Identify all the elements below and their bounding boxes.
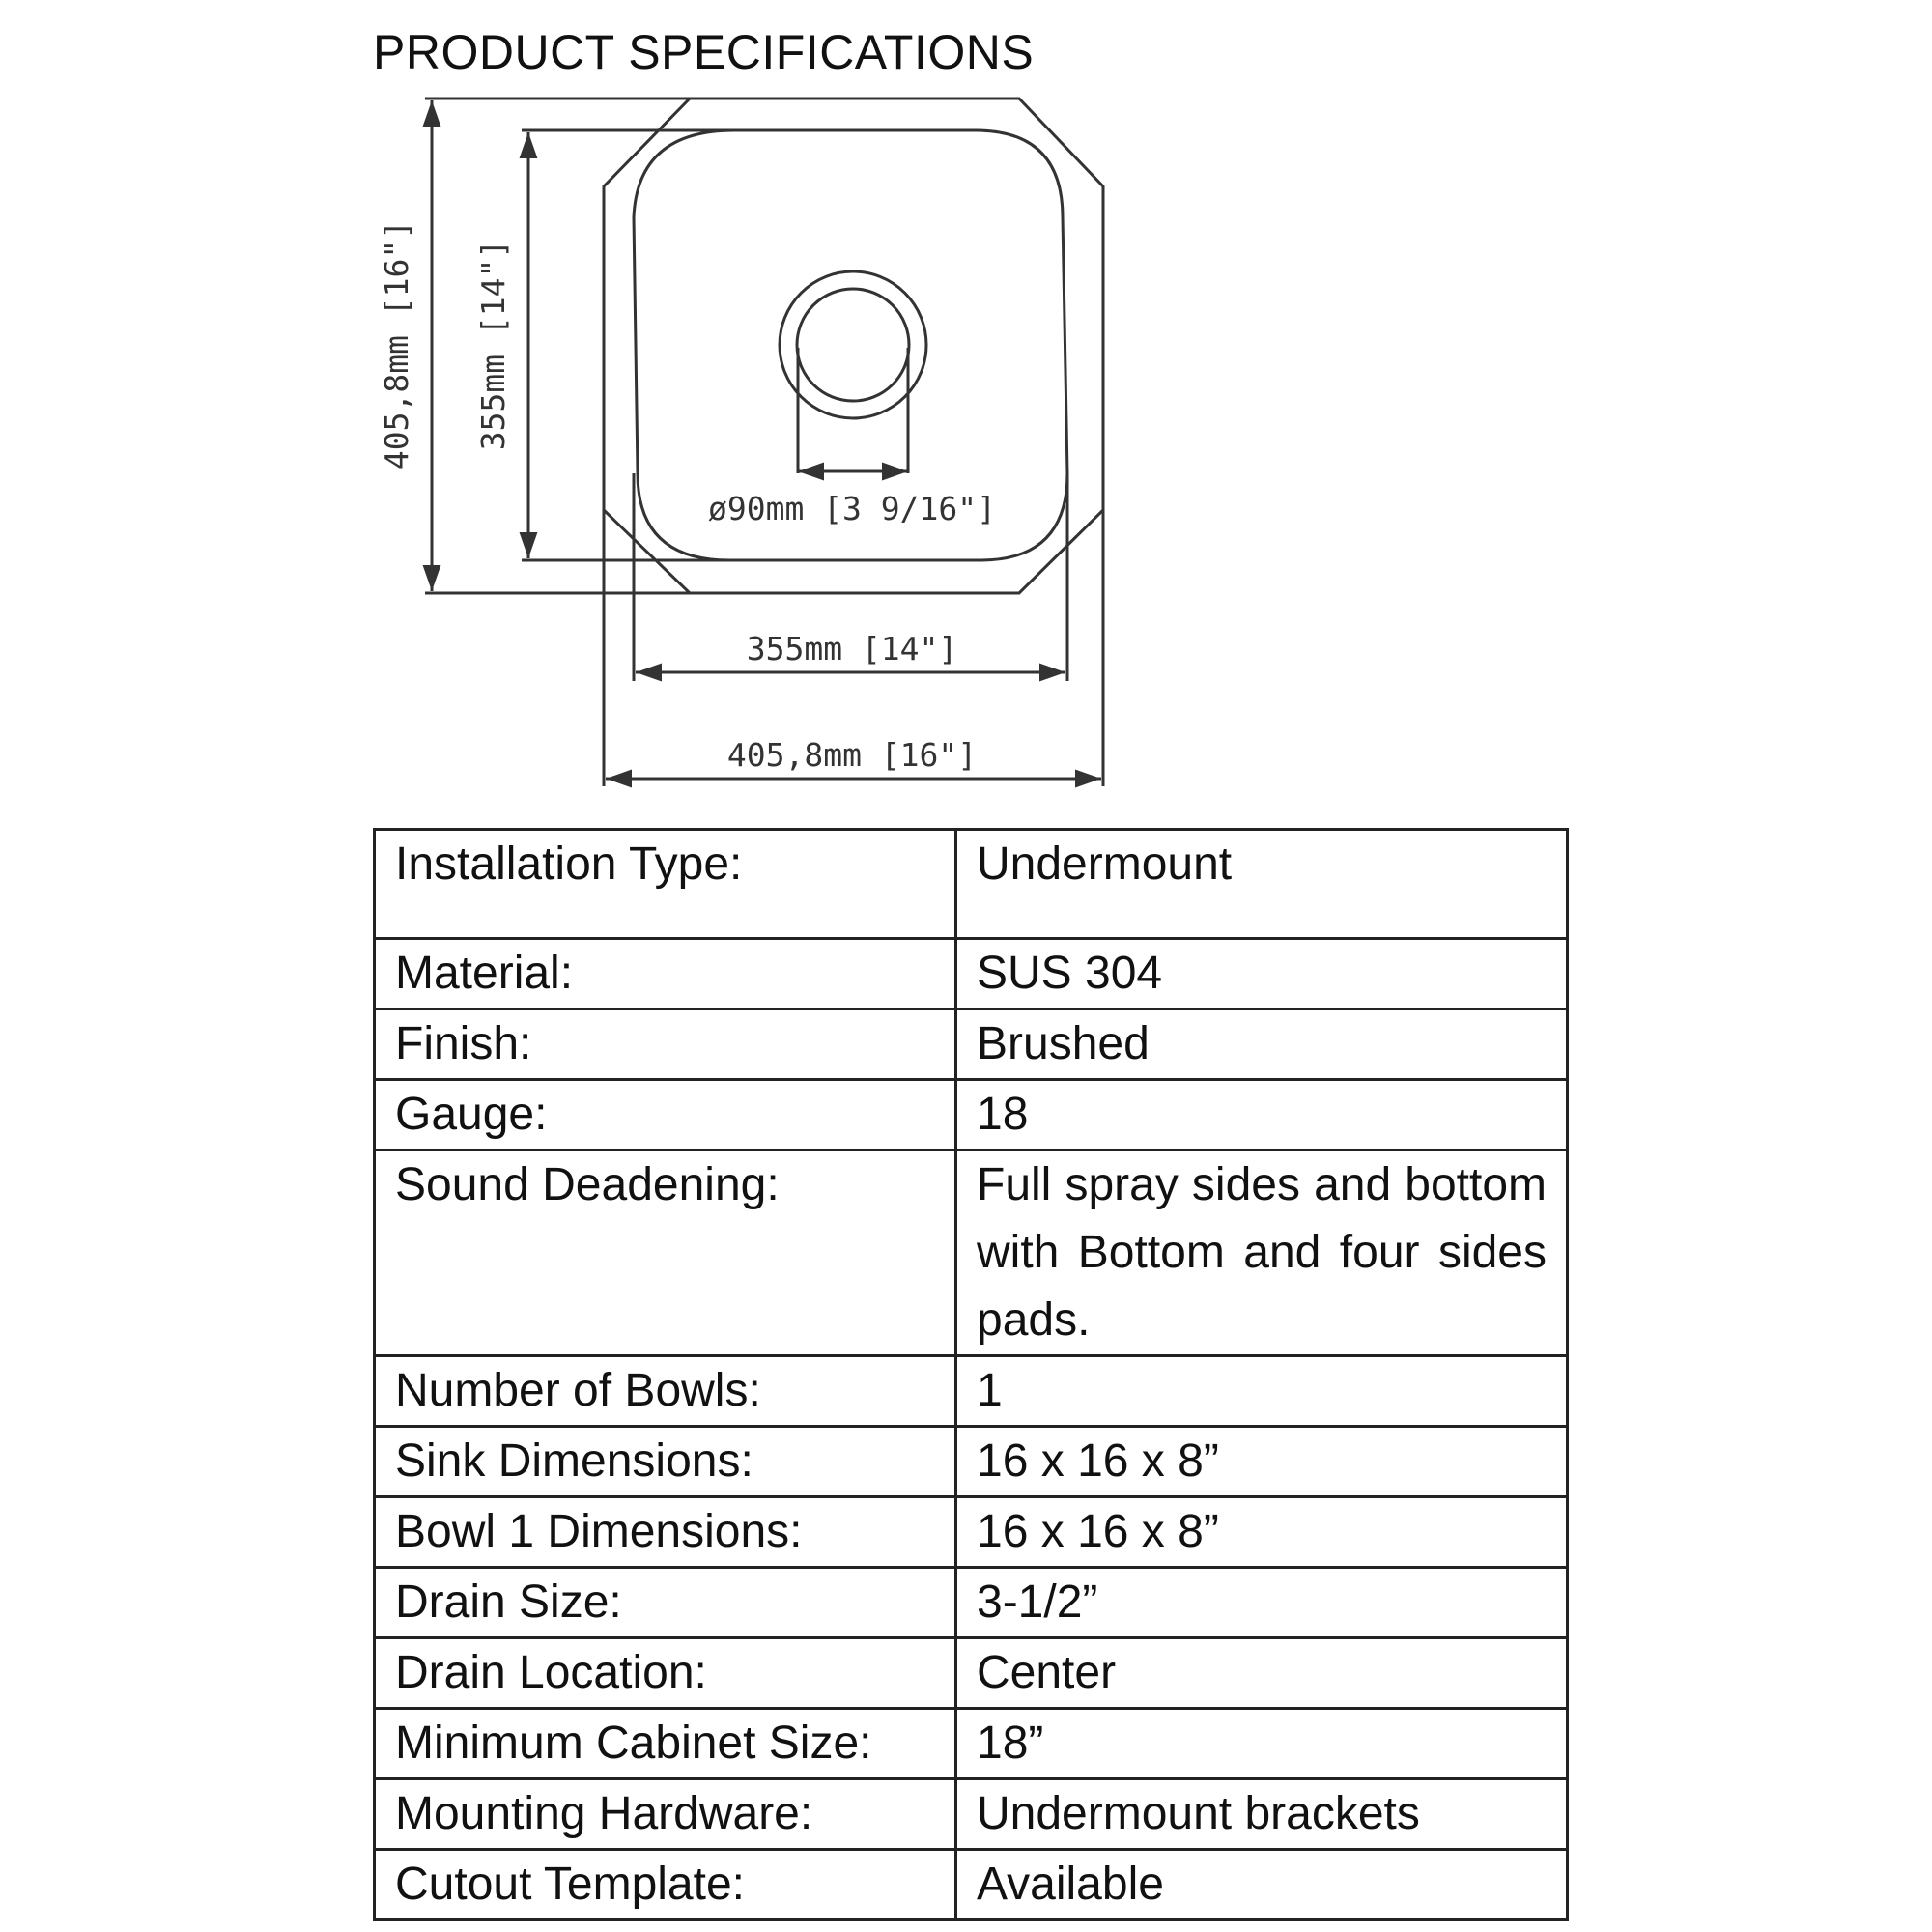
spec-row-installation-type [375,830,1568,939]
spec-value: Full spray sides and bottom with Bottom and four sides pads. [956,1151,1568,1356]
specifications-table [373,828,1569,1921]
spec-value: 1 [956,1356,1568,1427]
drain-outer-circle [780,271,926,418]
spec-value: 3-1/2” [956,1568,1568,1638]
spec-label: Drain Location: [375,1638,956,1709]
spec-value: Center [956,1638,1568,1709]
spec-label: Gauge: [375,1080,956,1151]
bowl-width-label: 355mm [14"] [746,630,958,668]
spec-label: Sound Deadening: [375,1151,956,1356]
spec-value: 18 [956,1080,1568,1151]
spec-label: Material: [375,939,956,1009]
spec-row-mounting-hardware [375,1779,1568,1850]
bowl-height-label: 355mm [14"] [474,239,512,451]
spec-value: SUS 304 [956,939,1568,1009]
sink-technical-drawing [0,0,1932,802]
drain-diameter-label: ø90mm [3 9/16"] [707,490,997,527]
spec-label: Drain Size: [375,1568,956,1638]
spec-row-bowl-1-dimensions [375,1497,1568,1568]
spec-value: 16 x 16 x 8” [956,1497,1568,1568]
spec-value: Available [956,1850,1568,1920]
spec-label: Number of Bowls: [375,1356,956,1427]
spec-label: Sink Dimensions: [375,1427,956,1497]
spec-row-minimum-cabinet-size [375,1709,1568,1779]
spec-row-sound-deadening [375,1151,1568,1356]
spec-value: 18” [956,1709,1568,1779]
spec-row-gauge [375,1080,1568,1151]
spec-label: Bowl 1 Dimensions: [375,1497,956,1568]
spec-label: Installation Type: [375,830,956,939]
spec-row-cutout-template [375,1850,1568,1920]
spec-label: Cutout Template: [375,1850,956,1920]
page-title: PRODUCT SPECIFICATIONS [373,25,1035,79]
spec-row-material [375,939,1568,1009]
spec-label: Minimum Cabinet Size: [375,1709,956,1779]
spec-label: Mounting Hardware: [375,1779,956,1850]
spec-row-drain-size [375,1568,1568,1638]
drain-inner-circle [797,289,909,401]
spec-value: Undermount brackets [956,1779,1568,1850]
spec-row-drain-location [375,1638,1568,1709]
spec-value: Undermount [956,830,1568,939]
outer-width-label: 405,8mm [16"] [726,736,978,774]
outer-height-label: 405,8mm [16"] [378,219,415,470]
spec-value: 16 x 16 x 8” [956,1427,1568,1497]
spec-row-finish [375,1009,1568,1080]
spec-row-number-of-bowls [375,1356,1568,1427]
spec-value: Brushed [956,1009,1568,1080]
spec-label: Finish: [375,1009,956,1080]
spec-row-sink-dimensions [375,1427,1568,1497]
